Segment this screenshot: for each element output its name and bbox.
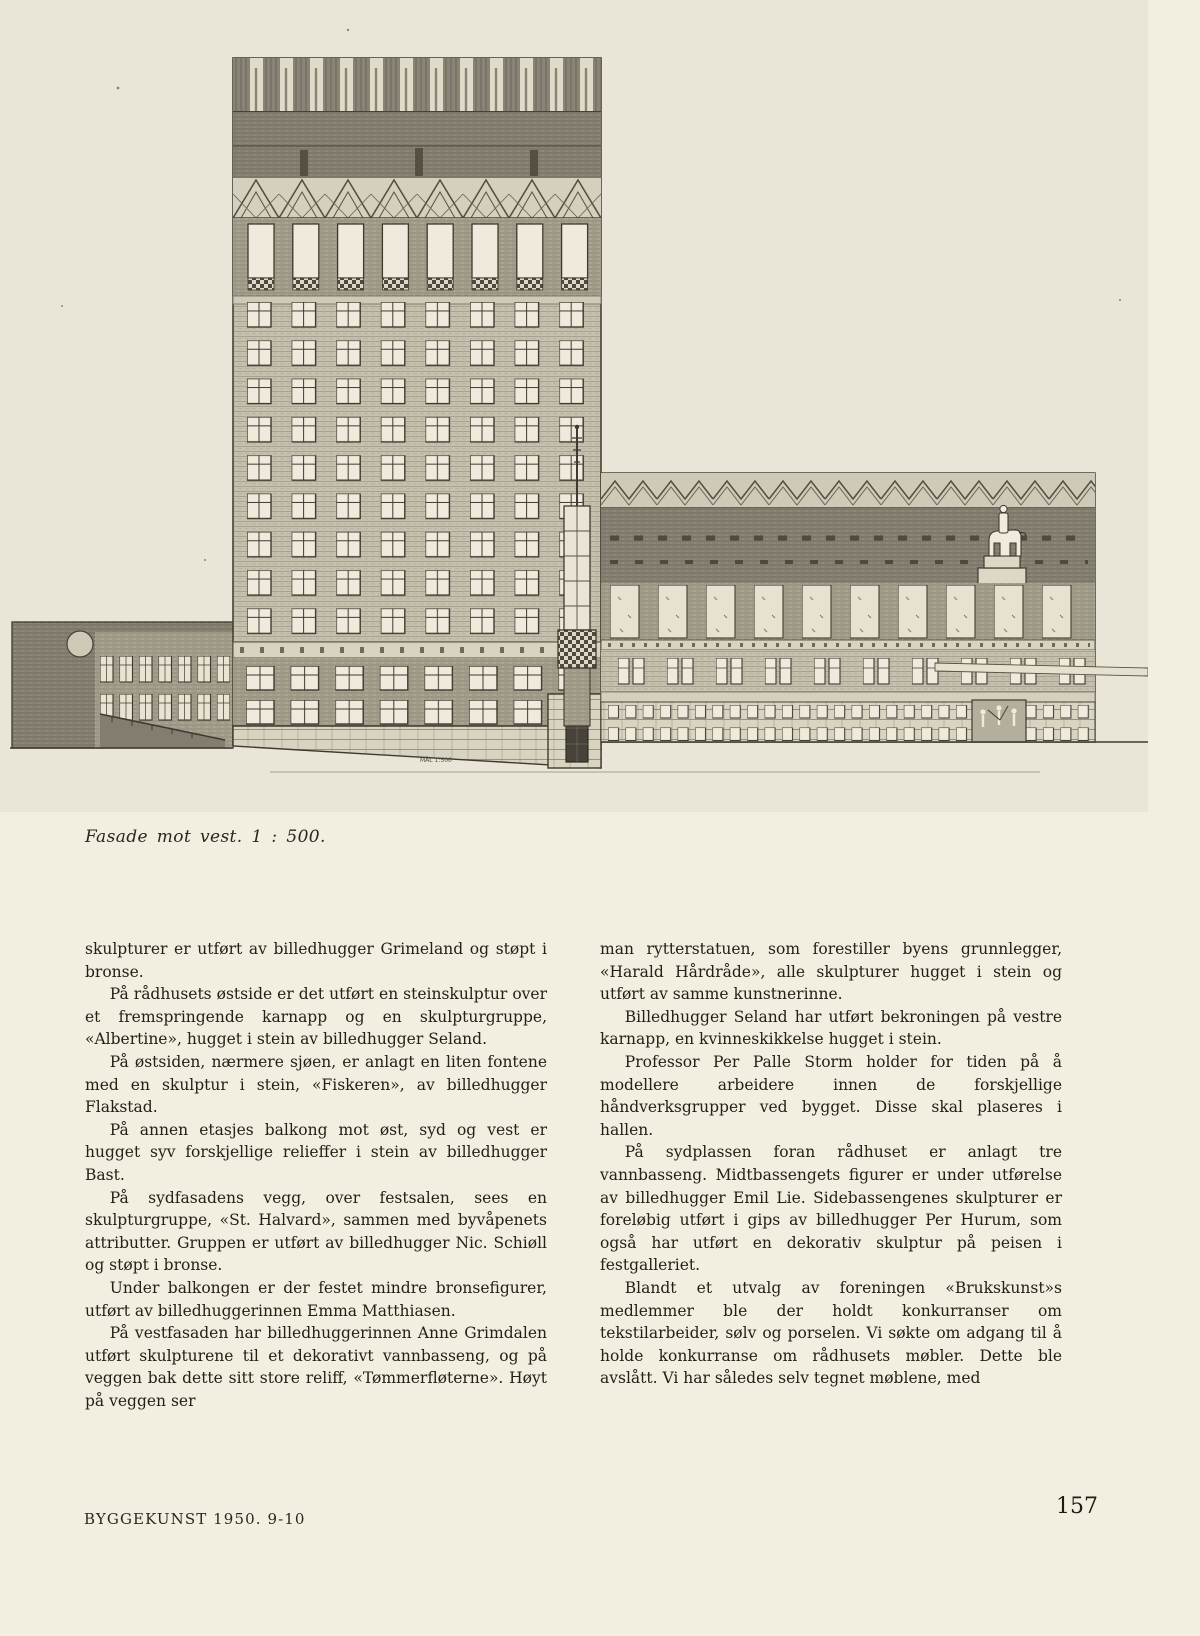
relief-panel [972,700,1026,742]
tower-elevation [233,58,601,768]
zigzag-band [233,178,601,218]
paragraph: På rådhusets østside er det utført en steinskulptur over et fremspringende karnapp og en skulpturgruppe, «Albertine», hugget i stein av billedhugger Seland. [85,985,547,1049]
parapet-zigzag [601,473,1095,508]
paragraph: På annen etasjes balkong mot øst, syd og vest er hugget syv forskjellige relieffer i stein av billedhugger Bast. [85,1120,547,1184]
gallery-panels [606,583,1090,640]
tower-window-grid [240,302,596,638]
figure-caption: Fasade mot vest. 1 : 500. [85,827,326,847]
paragraph: Professor Per Palle Storm holder for tiden på å modellere arbeidere innen de forskjellige håndverksgrupper ved bygget. Disse skal plaseres i hallen. [600,1052,1062,1139]
journal-footer: BYGGEKUNST 1950. 9-10 [84,1510,306,1528]
paragraph: Under balkongen er der festet mindre bronsefigurer, utført av billedhuggerinnen Emma Matthiasen. [85,1278,547,1320]
paragraph: På sydfasadens vegg, over festsalen, sees en skulpturgruppe, «St. Halvard», sammen med byvåpenets attributter. Gruppen er utført av billedhugger Nic. Schiøll og støpt i bronse. [85,1188,547,1275]
clock-circle [67,631,93,657]
paragraph: Blandt et utvalg av foreningen «Brukskunst»s medlemmer ble der holdt konkurranser om tekstilarbeider, sølv og porselen. Vi søkte om adgang til å holde konkurranse om rådhusets møbler. Dette ble avslått. Vi har således selv tegnet møblene, med [600,1278,1062,1388]
paragraph: man rytterstatuen, som forestiller byens grunnlegger, «Harald Hårdråde», alle skulpturer hugget i stein og utført av samme kunstnerinne. [600,940,1062,1004]
paragraph: På østsiden, nærmere sjøen, er anlagt en liten fontene med en skulptur i stein, «Fiskeren», av billedhugger Flakstad. [85,1052,547,1117]
right-wing-elevation [601,473,1148,742]
paragraph: På vestfasaden har billedhuggerinnen Anne Grimdalen utført skulpturene til et dekorativt vannbasseng, og på veggen bak dette sitt store reliff, «Tømmerfløterne». Høyt på veggen ser [85,1324,547,1410]
facade-photo-region [0,0,1148,812]
paragraph: skulpturer er utført av billedhugger Grimeland og støpt i bronse. [85,940,547,981]
scale-note: MÅL 1:500 [420,757,452,764]
text-columns [85,938,1063,1412]
crown-band [233,58,601,112]
column-left [85,938,547,1412]
paragraph: Billedhugger Seland har utført bekroningen på vestre karnapp, en kvinneskikkelse hugget i stein. [600,1007,1062,1049]
paragraph: På sydplassen foran rådhuset er anlagt tre vannbasseng. Midtbassengets figurer er under utførelse av billedhugger Emil Lie. Sidebassengenes skulpturer er foreløbig utført i gips av billedhugger Per Hurum, som også har utført en dekorativ skulptur på peisen i festgalleriet. [600,1143,1062,1275]
page-number: 157 [1056,1494,1098,1519]
facade-elevation-drawing [0,0,1148,812]
left-wing-elevation [10,622,233,748]
column-right [600,938,1062,1412]
